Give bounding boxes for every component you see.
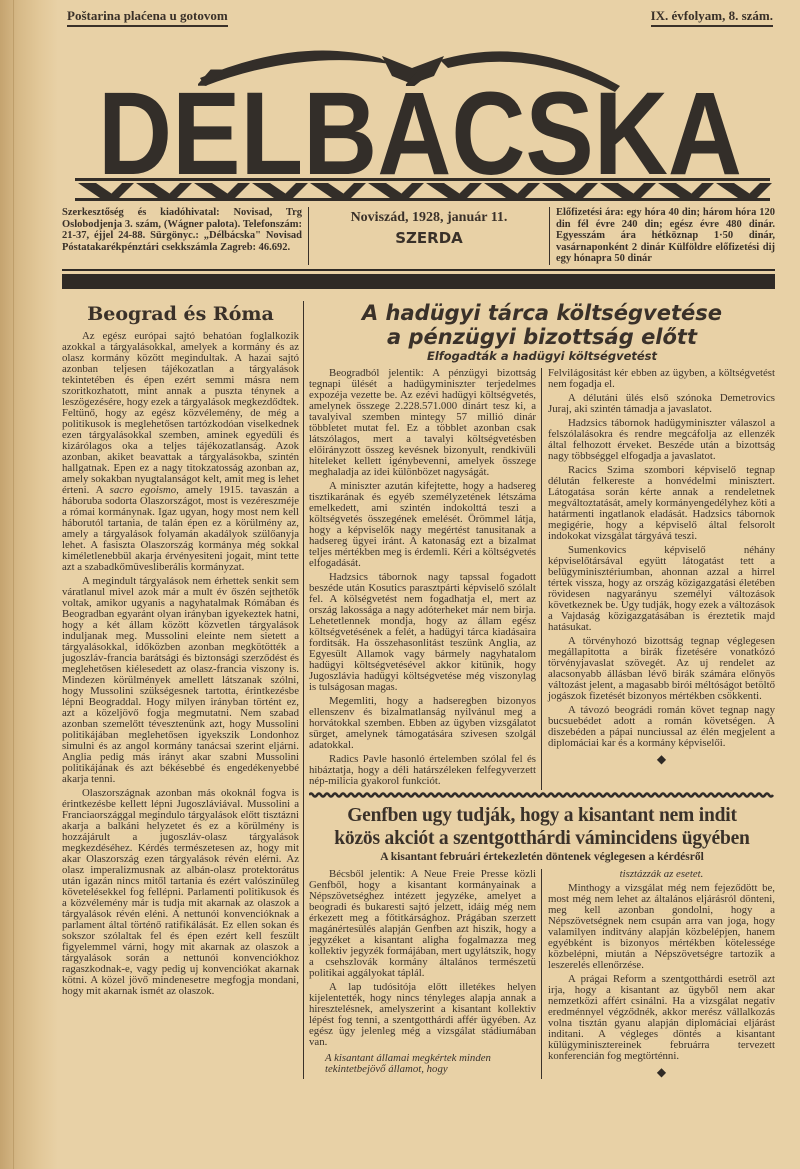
article-beograd-es-roma (62, 301, 304, 1079)
article-body-beograd-es-roma (62, 331, 299, 997)
weekday: SZERDA (395, 229, 463, 247)
paragraph: Sumenkovics képviselő néhány képviselőtársával együtt látogatást tett a belügyminisztériumban, ahonnan azzal a hirrel tértek vissza, hogy az ország közigazgatási életében rövidesen nagyarányu személyi változások következnek be. Ugy tudják, hogy ezek a változások a Vajdaság közigazgatásában is éreztetik majd hatásukat. (548, 543, 775, 633)
rule (62, 269, 775, 271)
paragraph: Olaszországnak azonban más okoknál fogva is érintkezésbe kellett lépni Jugoszláviával. Mussolini a Franciaországgal megindulo tárgyalások előtt tisztázni akarja a balkáni helyzetet és ez a körülmény is hozzájárult a jugoszláv-olasz tárgyalások megkezdéséhez. Kérdés természetesen az, hogy mit akar Olaszország ezen tárgyalások révén elérni. Az olasz imperalizmusnak az albán-olasz protektorátus után igazán nincs mitől tartania és ezért valószinüleg követelésekkel fog fellépni. Parlamenti politikusok és a közvélemény már is tudja mit akarnak az olaszok a tárgyalások révén eléni. A nettunói konvencióknak a parlament által történő ratifikálását. Ez ellen sokan és sokszor szólaltak fel és épen ezért kell feszült figyelemmel várni, hogy mit akarnak az olaszok a tárgyalások során a nettunói konvenciókhoz ragaszkodnak-e, vagy pedig uj konvenciókat akarnak kötni. A közel jövő mindenesetre megfogja mondani, hogy mit akarnak ismét az olaszok. (62, 786, 299, 997)
paragraph: A lap tudósitója előtt illetékes helyen kijelentették, hogy nincs tényleges alapja annak a hiresztelésnek, amelyszerint a kisantant kollektiv lépést fog tenni, a szentgotthárdi affér ügyében. Az egész ügy jelenleg még a vizsgálat stádiumában van. (309, 980, 536, 1048)
issue-number: IX. évfolyam, 8. szám. (651, 8, 773, 27)
paragraph: A miniszter azután kifejtette, hogy a hadsereg tisztikarának és egyéb személyzetének létszáma emelkedett, ami szintén indokolttá teszi a költségvetés összegének emelését. Örömmel látja, hogy a képviselők nagy megértést tanusitanak a hadsereg ügyei iránt. A katonaság ezt a bizalmat teljes mértékben meg is érdemli. Kéri a költségvetés elfogadását. (309, 479, 536, 569)
paragraph: Az egész európai sajtó behatóan foglalkozik azokkal a tárgyalásokkal, amelyek a kormány és az olasz kormány között megindultak. A hazai sajtó azonban teljesen tájékozatlan a tárgyalások tekintetében és épen ezért semmi másra nem szoritkozhatott, mint annak a puszta ténynek a leszögezésére, hogy ezek a tárgyalások megkezdődtek. Feltünő, hogy az egész közvélemény, de még a politikusok is meglehetősen tartózkodóan viselkednek ezen tárgyalásokkal szemben, aminek egyedüli és kizárólagos oka a teljes tájékozatlanság. Azok azonban, akiket beavattak a tárgyalásokba, szintén hallgatnak. Epen ez a nagy titokzatosság azonban az, amely sokakban nyugtalanságot kelt, amit meg is lehet érteni. A sacro egoismo, amely 1915. tavaszán a háboruba sodorta Olaszországot, most is vezéreszméje a római kormánynak. Igaz ugyan, hogy most nem kell háborutól tartania, de talán épen ez a körülmény az, amely a tárgyalások folyamán akadályok szülőanyja lehet. A fasiszta Olaszország kormánya még sokkal kiméletlenebbül akarja érvényesiteni jogait, mint tette azt a szabadkőmüvesliberális kormányzat. (62, 329, 299, 573)
issue-date: Noviszád, 1928, január 11. (350, 210, 508, 225)
paragraph: Bécsből jelentik: A Neue Freie Presse közli Genfből, hogy a kisantant kormányainak a Népszövetséghez intézett jegyzéke, amelyet a beogradi és bukaresti sajtó jelzett, idáig még nem érkezett meg a főtitkársághoz. Prágában szerzett magánértesülés alapján Genfben azt hiszik, hogy a jegyzéket a kisantant aligha fogalmazza meg kollektiv jegyzék formájában, mert ugylátszik, hogy a csehszlovák kormány általános természetü politikai aggályokat táplál. (309, 867, 536, 979)
article-columns (309, 869, 775, 1079)
right-articles (304, 301, 775, 1079)
ornament-divider-icon: ◆ (656, 751, 667, 766)
article-headline-line2: közös akciót a szentgotthárdi vámincidens ügyében (334, 827, 750, 849)
article-subtitle: A kisantant februári értekezletén döntenek véglegesen a kérdésről (380, 850, 704, 863)
paragraph: Radics Pavle hasonló értelemben szólal fel és hibáztatja, hogy a déli határszéleken felfegyverzett nép-milicia gyakorol funkciót. (309, 752, 536, 787)
masthead-title: DÉLBÁCSKA (98, 68, 742, 200)
article-column-b (541, 368, 775, 790)
paragraph-italic: A kisantant államai megkértek minden tekintetbejövő államot, hogy (325, 1051, 491, 1075)
editorial-info: Szerkesztőség és kiadóhivatal: Novisad, Trg Oslobodjenja 3. szám, (Wágner palota). Telefonszám: 21-37, éjjel 24-88. Sürgönyc.: „Délbácska" Novisad Póstatakarékpénztári csekkszámla Zagreb: 46.692. (62, 207, 302, 253)
article-column-a (309, 869, 541, 1079)
paragraph: Megemliti, hogy a hadseregben bizonyos ellenszenv és bizalmatlanság nyilvánul meg a horvátokkal szemben. Ebben az ügyben vizsgálatot sürget, amelynek támogatására szivesen szolgál adatokkal. (309, 694, 536, 751)
info-row (62, 207, 775, 265)
article-column-a (309, 368, 541, 790)
article-title-beograd-es-roma: Beograd és Róma (87, 302, 274, 325)
ornament-divider-icon: ◆ (656, 1064, 667, 1079)
wavy-rule (309, 792, 775, 798)
paragraph: Felvilágositást kér ebben az ügyben, a költségvetést nem fogadja el. (548, 366, 775, 390)
article-headline-line2: a pénzügyi bizottság előtt (386, 324, 698, 349)
paragraph: Hadzsics tábornok hadügyminiszter válaszol a felszólalásokra és rendre megcáfolja az ellenzék által felhozott érveket. Beszéde után a bizottság nagy többséggel elfogadja a javaslatot. (548, 416, 775, 462)
page-content (62, 207, 775, 1079)
article-column-b (541, 869, 775, 1079)
date-box (308, 207, 550, 265)
subscription-info: Előfizetési ára: egy hóra 40 din; három hóra 120 din fél évre 240 din; egész évre 480 dinár. Egyesszám ára hétköznap 1·50 dinár, vasárnaponként 2 dinár Külföldre előfizetési dij egy hónapra 50 dinár (556, 207, 775, 265)
paragraph: Minthogy a vizsgálat még nem fejeződött be, most még nem lehet az általános eljárásról dönteni, meg kell azonban gondolni, hogy a Népszövetségnek nem csupán arra van joga, hogy valamilyen inditvány alapján közbelépjen, hanem egyébként is bizonyos mértékben kötelessége közbelépni, miután a Népszövetségre tartozik a leszerelés ellenőrzése. (548, 881, 775, 971)
article-columns (309, 368, 775, 790)
paragraph: A délutáni ülés első szónoka Demetrovics Juraj, aki szintén támadja a javaslatot. (548, 391, 775, 415)
paragraph: Beogradból jelentik: A pénzügyi bizottság tegnapi ülését a hadügyminiszter terjedelmes expozéja vezette be. Az ezévi hadügyi költségvetés, amelynek összege 2.228.571.000 dinárt tesz ki, a tavalyival szemben mintegy 57 millió dinár többletet mutat fel. Ez a többlet azonban csak látszólagos, mert a tavalyi költségvetésben előirányzott összeg kevésnek bizonyult, rendkivüli hiteleket kellett igénybevenni, amelyek összege meghaladja az idei különbözet nagyságát. (309, 366, 536, 478)
paragraph-italic: tisztázzák az esetet. (619, 867, 704, 880)
paragraph: Racics Szima szombori képviselő tegnap délután felkereste a honvédelmi minisztert. Látogatása során kérte annak a rendeletnek megváltoztatását, amely kormányengedélyhez köti a határmenti ingatlanok eladását. Hadzsics tábornok megigérie, hogy a képviselő által felsorolt indokokat vizsgálat tárgyává teszi. (548, 463, 775, 542)
masthead-logo (60, 28, 780, 203)
article-headline-line1: A hadügyi tárca költségvetése (361, 300, 722, 325)
paragraph: Hadzsics tábornok nagy tapssal fogadott beszéde után Kosutics parasztpárti képviselő szólalt fel. A kölségvetést nem fogadhatja el, mert az ország lakossága a nagy adóterheket már nem birja. Lehetetlennek mondja, hogy az állam egész költségvetésének a felét, a hadügyi tárca kiadásaira forditsák. Ha összehasonlitást teszünk Anglia, az Egyesült Allamok vagy bármely nagyhatalom hadügyi költségvetésével akkor kitünik, hogy Jugoszlávia hadügyi költségvetése még viszonylag is tulságosan magas. (309, 570, 536, 693)
article-headline-line1: Genfben ugy tudják, hogy a kisantant nem indit (347, 804, 737, 826)
postage-note: Poštarina plaćena u gotovom (67, 8, 228, 27)
black-bar (62, 274, 775, 289)
paragraph: A távozó beográdi román követ tegnap nagy bucsuebédet adott a román követségen. A diszebéden a pápai nunciussal az élén megjelent a diplomáciai kar és a kormány képviselői. (548, 703, 775, 749)
page-binding-edge (0, 0, 58, 1169)
paragraph: A törvényhozó bizottság tegnap véglegesen megállapitotta a birák fizetésére vonatkózó törvényjavaslat szövegét. Az uj rendelet az alacsonyabb állásban lévő birák számára előnyös változást jelent, a magasabb birói méltóságot betöltő jogászok fizetését bizonyos mértékben csökkenti. (548, 634, 775, 702)
paragraph: A prágai Reform a szentgotthárdi esetről azt irja, hogy a kisantant az ügyből nem akar nemzetközi affért csinálni. Ha a vizsgálat negativ eredménnyel végződnék, akkor merész vállalkozás volna tisztán gyanu alapján diplomáciai eljárást inditani. A végleges döntés a kisantant külügyminisztereinek februárra tervezett konferencián fog megtörténni. (548, 972, 775, 1062)
paragraph: A megindult tárgyalások nem érhettek senkit sem váratlanul mivel azok már a mult év őszén sejthetők voltak, amikor ugyanis a nagyhatalmak Rómában és Beogradban egyaránt olyan irányban igyekeztek hatni, hogy a két állam között közvetlen tárgyalások induljanak meg. Mussolini eleinte nem sietett a tárgyalásokkal, időközben azonban megkötötték a jugoszláv-francia barátsági és biztonsági szerződést és meglehetősen kiélesedett az olasz-francia viszony is. Mindezen körülmények amellett látszanak szólni, hogy Mussolini szükségesnek tartotta, érintkezésbe lépni Beograddal. Hogy milyen irányban történt ez, azt a közeljövő fogja megmutatni. Nem szabad azonban szemelőtt tévesztenünk azt, hogy Mussolini politikájában meglehetősen igyekszik Londonhoz simulni és az angol kormány tanácsai szerint eljárni. Anglia pedig más irányt akar szabni Mussolini politikájának és azt békésebbé és engedékenyebbé akarja tenni. (62, 574, 299, 785)
main-content (62, 301, 775, 1079)
article-subtitle: Elfogadták a hadügyi költségvetést (426, 348, 658, 363)
